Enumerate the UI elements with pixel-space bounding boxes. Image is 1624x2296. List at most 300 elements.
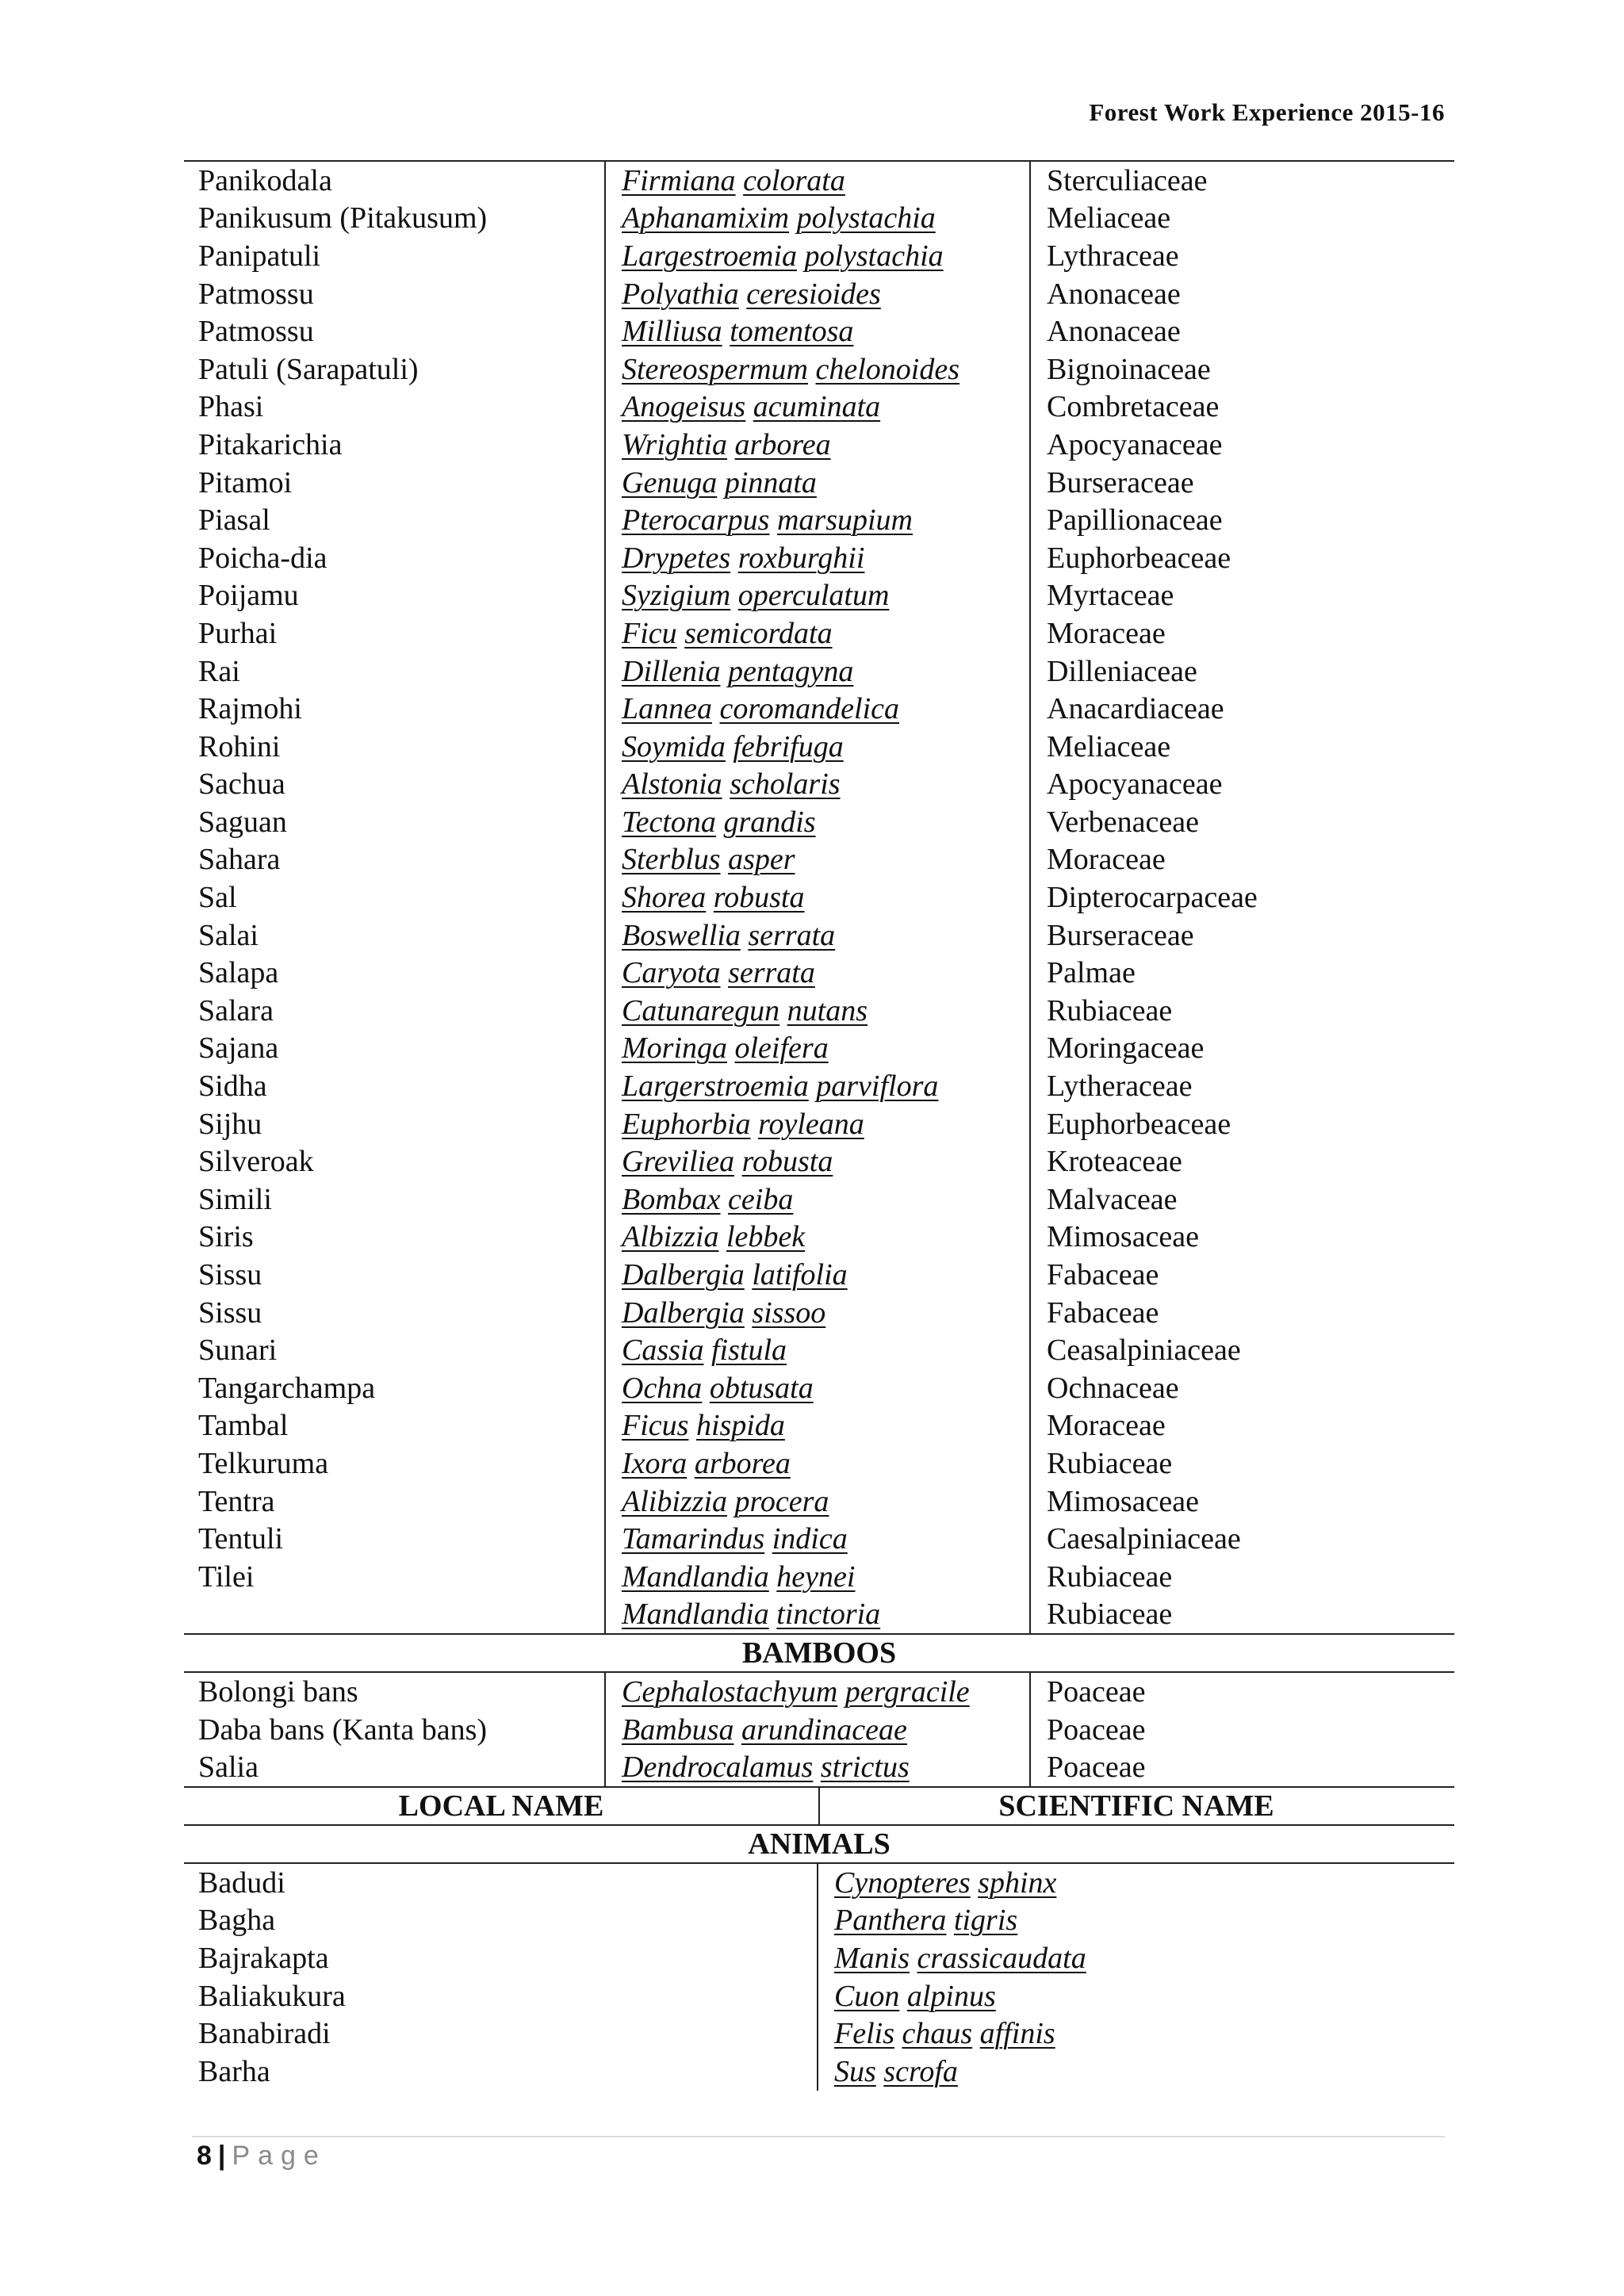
local-name: Bajrakapta <box>198 1941 329 1975</box>
family-name: Dilleniaceae <box>1047 654 1197 688</box>
scientific-name-word: Alstonia <box>622 767 722 802</box>
scientific-name-word: Dalbergia <box>622 1258 745 1292</box>
scientific-name-word: parviflora <box>816 1070 939 1104</box>
scientific-name-word: marsupium <box>776 503 913 538</box>
table-row <box>184 1181 1454 1219</box>
scientific-name-word: scholaris <box>730 767 841 802</box>
family-name: Palmae <box>1047 956 1136 990</box>
column-divider <box>604 1673 606 1786</box>
scientific-name-word: Ochna <box>622 1371 703 1405</box>
family-name: Euphorbeaceae <box>1047 1107 1231 1141</box>
scientific-name-word: arundinaceae <box>741 1712 907 1747</box>
scientific-name-word: Polyathia <box>622 277 739 311</box>
local-name: Panipatuli <box>198 239 321 273</box>
local-name: Tangarchampa <box>198 1371 376 1405</box>
family-name: Poaceae <box>1047 1674 1146 1709</box>
scientific-name <box>604 1031 1029 1066</box>
local-name: Salia <box>198 1751 259 1785</box>
table-row <box>184 954 1454 992</box>
bamboos-heading: BAMBOOS <box>741 1636 897 1670</box>
footer-separator: | <box>217 2141 226 2171</box>
scientific-name-word: Firmiana <box>622 163 736 197</box>
page-footer <box>197 2141 327 2172</box>
family-name: Burseraceae <box>1047 465 1194 499</box>
scientific-name-word: hispida <box>695 1409 785 1443</box>
table-row <box>184 728 1454 766</box>
scientific-name-word: Shorea <box>622 881 707 915</box>
scientific-name-word: Mandlandia <box>622 1559 769 1594</box>
table-row <box>184 275 1454 313</box>
local-name: Salara <box>198 993 274 1027</box>
scientific-name <box>604 465 1029 500</box>
local-name: Phasi <box>198 390 264 424</box>
table-row <box>184 1030 1454 1068</box>
local-name: Bolongi bans <box>198 1674 358 1709</box>
scientific-name-word: Catunaregun <box>622 993 780 1027</box>
scientific-name <box>604 767 1029 802</box>
family-name: Rubiaceae <box>1047 1446 1173 1480</box>
scientific-name <box>604 1182 1029 1217</box>
scientific-name-word: Boswellia <box>622 918 741 952</box>
scientific-name-word: Largestroemia <box>622 239 797 273</box>
family-name: Kroteaceae <box>1047 1145 1182 1179</box>
scientific-name-word: Sus <box>834 2054 876 2088</box>
table-row <box>184 1294 1454 1332</box>
table-row <box>184 1256 1454 1294</box>
scientific-name-word: Aphanamixim <box>622 201 790 235</box>
local-name: Sissu <box>198 1295 262 1330</box>
table-row <box>184 388 1454 427</box>
scientific-name-heading: SCIENTIFIC NAME <box>998 1789 1274 1823</box>
scientific-name <box>604 1712 1029 1747</box>
scientific-name-word: colorata <box>743 163 845 197</box>
family-name: Meliaceae <box>1047 729 1171 763</box>
table-row <box>184 1558 1454 1596</box>
family-name: Lytheraceae <box>1047 1070 1193 1104</box>
family-name: Poaceae <box>1047 1712 1146 1747</box>
local-name: Bagha <box>198 1904 276 1938</box>
scientific-name-word: Mandlandia <box>622 1598 769 1632</box>
local-name: Baliakukura <box>198 1979 346 2013</box>
scientific-name <box>817 1903 1454 1938</box>
family-name: Rubiaceae <box>1047 1559 1173 1594</box>
scientific-name <box>604 201 1029 235</box>
scientific-name <box>604 1750 1029 1785</box>
family-name: Moraceae <box>1047 616 1166 650</box>
plants-section <box>184 162 1454 1633</box>
scientific-name-word: chaus <box>902 2017 973 2051</box>
family-name: Apocyanaceae <box>1047 767 1223 802</box>
scientific-name <box>604 1295 1029 1330</box>
family-name: Anonaceae <box>1047 277 1181 311</box>
family-name: Malvaceae <box>1047 1182 1178 1216</box>
family-name: Rubiaceae <box>1047 993 1173 1027</box>
scientific-name <box>604 1446 1029 1481</box>
family-name: Papillionaceae <box>1047 503 1223 538</box>
local-name-heading: LOCAL NAME <box>398 1789 604 1823</box>
local-name: Tilei <box>198 1559 255 1594</box>
scientific-name-word: royleana <box>758 1107 864 1141</box>
scientific-name <box>604 1257 1029 1292</box>
scientific-name-word: Ficus <box>622 1409 689 1443</box>
family-name: Bignoinaceae <box>1047 352 1211 386</box>
local-name: Daba bans (Kanta bans) <box>198 1712 488 1747</box>
table-row <box>184 1067 1454 1105</box>
scientific-name-word: heynei <box>776 1559 856 1594</box>
column-divider <box>1029 1673 1031 1786</box>
scientific-name-word: robusta <box>741 1145 833 1179</box>
table-row <box>184 237 1454 275</box>
family-name: Anonaceae <box>1047 315 1181 349</box>
family-name: Moringaceae <box>1047 1031 1205 1066</box>
column-divider <box>1029 162 1031 1633</box>
local-name: Sachua <box>198 767 285 802</box>
local-name: Banabiradi <box>198 2017 331 2051</box>
local-name: Tentuli <box>198 1522 284 1556</box>
table-row <box>184 539 1454 577</box>
scientific-name <box>604 691 1029 726</box>
table-row <box>184 614 1454 652</box>
table-row <box>184 878 1454 916</box>
scientific-name-word: serrata <box>728 956 815 990</box>
scientific-name <box>604 1559 1029 1594</box>
local-name: Silveroak <box>198 1145 314 1179</box>
family-name: Lythraceae <box>1047 239 1179 273</box>
column-divider <box>818 1788 820 1824</box>
scientific-name-word: Greviliea <box>622 1145 735 1179</box>
local-name: Panikodala <box>198 163 332 197</box>
family-name: Caesalpiniaceae <box>1047 1522 1241 1556</box>
family-name: Sterculiaceae <box>1047 163 1208 197</box>
family-name: Fabaceae <box>1047 1295 1159 1330</box>
scientific-name-word: Cuon <box>834 1979 900 2013</box>
local-name: Tambal <box>198 1409 289 1443</box>
scientific-name-word: Dendrocalamus <box>622 1751 814 1785</box>
scientific-name <box>604 1371 1029 1406</box>
scientific-name-word: sissoo <box>752 1295 826 1330</box>
scientific-name-word: scrofa <box>883 2054 958 2088</box>
scientific-name-word: Pterocarpus <box>622 503 770 538</box>
local-name: Telkuruma <box>198 1446 329 1480</box>
table-row <box>184 1142 1454 1181</box>
table-row <box>184 1105 1454 1143</box>
scientific-name-word: arborea <box>734 427 831 461</box>
scientific-name-word: affinis <box>979 2017 1055 2051</box>
scientific-name-word: Genuga <box>622 465 718 499</box>
scientific-name <box>604 1597 1029 1632</box>
family-name: Combretaceae <box>1047 390 1220 424</box>
family-name: Moraceae <box>1047 843 1166 877</box>
table-row <box>184 426 1454 464</box>
scientific-name-word: Anogeisus <box>622 390 746 424</box>
scientific-name-word: ceiba <box>728 1182 794 1216</box>
local-name: Sunari <box>198 1334 278 1368</box>
table-row <box>184 690 1454 728</box>
bamboos-section <box>184 1673 1454 1786</box>
scientific-name <box>604 578 1029 613</box>
scientific-name <box>604 277 1029 312</box>
scientific-name <box>817 2054 1454 2089</box>
scientific-name-word: Cassia <box>622 1334 704 1368</box>
local-name: Sajana <box>198 1031 279 1066</box>
local-name: Tentra <box>198 1484 275 1518</box>
scientific-name <box>604 1219 1029 1254</box>
running-header: Forest Work Experience 2015-16 <box>1089 98 1445 126</box>
table-row <box>184 464 1454 502</box>
scientific-name <box>604 616 1029 651</box>
scientific-name-word: Syzigium <box>622 579 731 613</box>
family-name: Burseraceae <box>1047 918 1194 952</box>
scientific-name-word: semicordata <box>684 616 833 650</box>
scientific-name-word: polystachia <box>804 239 944 273</box>
scientific-name-word: Caryota <box>622 956 721 990</box>
scientific-name <box>604 1144 1029 1179</box>
family-name: Verbenaceae <box>1047 805 1199 839</box>
table-row <box>184 1711 1454 1749</box>
local-name: Sahara <box>198 843 281 877</box>
scientific-name-word: Tectona <box>622 805 716 839</box>
local-name: Poicha-dia <box>198 541 327 575</box>
scientific-name <box>604 389 1029 424</box>
scientific-name-word: arborea <box>694 1446 791 1480</box>
table-row <box>184 200 1454 238</box>
table-row <box>184 1977 1454 2015</box>
table-row <box>184 1369 1454 1407</box>
scientific-name-word: Alibizzia <box>622 1484 728 1518</box>
scientific-name <box>604 654 1029 689</box>
local-name: Patmossu <box>198 277 314 311</box>
scientific-name <box>604 1674 1029 1709</box>
family-name: Dipterocarpaceae <box>1047 881 1258 915</box>
table-row <box>184 1748 1454 1786</box>
table-row <box>184 1520 1454 1558</box>
local-name: Sijhu <box>198 1107 262 1141</box>
table-row <box>184 916 1454 955</box>
scientific-name-word: alpinus <box>906 1979 996 2013</box>
scientific-name-word: Cephalostachyum <box>622 1674 838 1709</box>
page-label: Page <box>232 2141 327 2171</box>
table-row <box>184 1331 1454 1369</box>
family-name: Anacardiaceae <box>1047 692 1224 726</box>
table-row <box>184 501 1454 539</box>
scientific-name-word: polystachia <box>796 201 936 235</box>
local-name: Rohini <box>198 729 281 763</box>
scientific-name <box>604 842 1029 877</box>
table-row <box>184 2053 1454 2091</box>
scientific-name-word: Ixora <box>622 1446 688 1480</box>
scientific-name <box>604 503 1029 538</box>
page-number: 8 <box>197 2141 212 2171</box>
scientific-name-word: Lannea <box>622 692 712 726</box>
column-divider <box>604 162 606 1633</box>
scientific-name <box>604 729 1029 764</box>
local-name: Salapa <box>198 956 279 990</box>
table-row <box>184 1902 1454 1940</box>
scientific-name-word: tinctoria <box>776 1598 881 1632</box>
scientific-name-word: lebbek <box>726 1220 806 1254</box>
scientific-name-word: pentagyna <box>728 654 854 688</box>
scientific-name <box>604 1069 1029 1104</box>
family-name: Euphorbeaceae <box>1047 541 1231 575</box>
table-row <box>184 162 1454 200</box>
local-name: Sissu <box>198 1258 262 1292</box>
family-name: Fabaceae <box>1047 1258 1159 1292</box>
table-row <box>184 652 1454 691</box>
scientific-name-word: Felis <box>834 2017 894 2051</box>
scientific-name <box>604 805 1029 840</box>
family-name: Poaceae <box>1047 1751 1146 1785</box>
family-name: Ochnaceae <box>1047 1371 1179 1405</box>
family-name: Meliaceae <box>1047 201 1171 235</box>
scientific-name <box>604 918 1029 953</box>
scientific-name-word: Sterblus <box>622 843 721 877</box>
local-name: Siris <box>198 1220 254 1254</box>
table-row <box>184 1673 1454 1711</box>
table-row <box>184 1219 1454 1257</box>
scientific-name <box>604 1333 1029 1368</box>
local-name: Patmossu <box>198 315 314 349</box>
scientific-name-word: acuminata <box>753 390 881 424</box>
scientific-name-word: indica <box>772 1522 848 1556</box>
scientific-name <box>604 880 1029 915</box>
scientific-name <box>604 993 1029 1028</box>
scientific-name <box>604 1408 1029 1443</box>
scientific-name <box>604 427 1029 462</box>
scientific-name-word: Dillenia <box>622 654 721 688</box>
table-row <box>184 1407 1454 1445</box>
animals-section <box>184 1864 1454 2091</box>
scientific-name <box>817 2016 1454 2051</box>
scientific-name-word: Wrightia <box>622 427 728 461</box>
scientific-name <box>604 163 1029 198</box>
scientific-name <box>817 1979 1454 2014</box>
scientific-name <box>604 239 1029 274</box>
scientific-name <box>604 352 1029 387</box>
animals-heading: ANIMALS <box>748 1827 891 1861</box>
local-name: Salai <box>198 918 259 952</box>
table-row <box>184 350 1454 388</box>
family-name: Mimosaceae <box>1047 1484 1200 1518</box>
scientific-name-word: fistula <box>710 1334 787 1368</box>
scientific-name-word: febrifuga <box>733 729 844 763</box>
footer-rule <box>192 2136 1445 2137</box>
table-row <box>184 1596 1454 1634</box>
scientific-name-word: coromandelica <box>719 692 900 726</box>
table-row <box>184 992 1454 1030</box>
table-row <box>184 1445 1454 1483</box>
family-name: Apocyanaceae <box>1047 427 1223 461</box>
local-name: Panikusum (Pitakusum) <box>198 201 488 235</box>
scientific-name-word: Ficu <box>622 616 677 650</box>
local-name: Pitamoi <box>198 465 293 499</box>
table-row <box>184 312 1454 350</box>
scientific-name <box>604 1107 1029 1142</box>
scientific-name-word: obtusata <box>709 1371 814 1405</box>
species-table <box>184 160 1454 2091</box>
scientific-name-word: serrata <box>748 918 836 952</box>
local-name: Poijamu <box>198 579 299 613</box>
scientific-name-word: Drypetes <box>622 541 731 575</box>
scientific-name-word: Dalbergia <box>622 1295 745 1330</box>
local-name: Rai <box>198 654 240 688</box>
scientific-name-word: Stereospermum <box>622 352 808 386</box>
scientific-name-word: Cynopteres <box>834 1866 971 1900</box>
scientific-name-word: Largerstroemia <box>622 1070 809 1104</box>
local-name: Barha <box>198 2054 270 2088</box>
scientific-name-word: grandis <box>723 805 816 839</box>
scientific-name-word: tigris <box>953 1904 1018 1938</box>
family-name: Myrtaceae <box>1047 579 1174 613</box>
scientific-name-word: asper <box>728 843 795 877</box>
scientific-name <box>604 541 1029 576</box>
scientific-name-word: Bambusa <box>622 1712 734 1747</box>
scientific-name-word: latifolia <box>752 1258 848 1292</box>
local-name: Purhai <box>198 616 278 650</box>
scientific-name-word: chelonoides <box>815 352 960 386</box>
scientific-name <box>604 955 1029 990</box>
scientific-name-word: crassicaudata <box>917 1941 1086 1975</box>
scientific-name <box>817 1941 1454 1976</box>
scientific-name-word: pergracile <box>845 1674 970 1709</box>
family-name: Ceasalpiniaceae <box>1047 1334 1241 1368</box>
scientific-name <box>604 1521 1029 1556</box>
local-name: Pitakarichia <box>198 427 343 461</box>
table-row <box>184 766 1454 804</box>
scientific-name-word: Panthera <box>834 1904 947 1938</box>
scientific-name-word: procera <box>734 1484 829 1518</box>
scientific-name <box>604 314 1029 349</box>
local-name: Rajmohi <box>198 692 302 726</box>
table-row <box>184 2015 1454 2053</box>
column-headings <box>184 1788 1454 1824</box>
local-name: Sidha <box>198 1070 267 1104</box>
local-name: Piasal <box>198 503 270 538</box>
scientific-name-word: robusta <box>713 881 805 915</box>
table-row <box>184 577 1454 615</box>
table-row <box>184 1864 1454 1902</box>
family-name: Moraceae <box>1047 1409 1166 1443</box>
scientific-name-word: tomentosa <box>730 315 854 349</box>
scientific-name <box>817 1866 1454 1900</box>
table-row <box>184 1483 1454 1521</box>
scientific-name-word: oleifera <box>734 1031 829 1066</box>
scientific-name-word: Soymida <box>622 729 726 763</box>
scientific-name <box>604 1484 1029 1519</box>
local-name: Saguan <box>198 805 287 839</box>
local-name: Patuli (Sarapatuli) <box>198 352 419 386</box>
scientific-name-word: Tamarindus <box>622 1522 765 1556</box>
family-name: Mimosaceae <box>1047 1220 1200 1254</box>
scientific-name-word: strictus <box>820 1751 910 1785</box>
scientific-name-word: Euphorbia <box>622 1107 751 1141</box>
scientific-name-word: Moringa <box>622 1031 727 1066</box>
scientific-name-word: Albizzia <box>622 1220 719 1254</box>
local-name: Badudi <box>198 1866 285 1900</box>
column-divider <box>817 1864 818 2091</box>
family-name: Rubiaceae <box>1047 1598 1173 1632</box>
scientific-name-word: Manis <box>834 1941 910 1975</box>
scientific-name-word: ceresioides <box>746 277 881 311</box>
table-row <box>184 803 1454 841</box>
scientific-name-word: operculatum <box>737 579 890 613</box>
local-name: Simili <box>198 1182 272 1216</box>
table-row <box>184 1939 1454 1977</box>
scientific-name-word: pinnata <box>724 465 817 499</box>
scientific-name-word: sphinx <box>978 1866 1057 1900</box>
scientific-name-word: roxburghii <box>737 541 865 575</box>
scientific-name-word: Milliusa <box>622 315 722 349</box>
scientific-name-word: nutans <box>787 993 868 1027</box>
